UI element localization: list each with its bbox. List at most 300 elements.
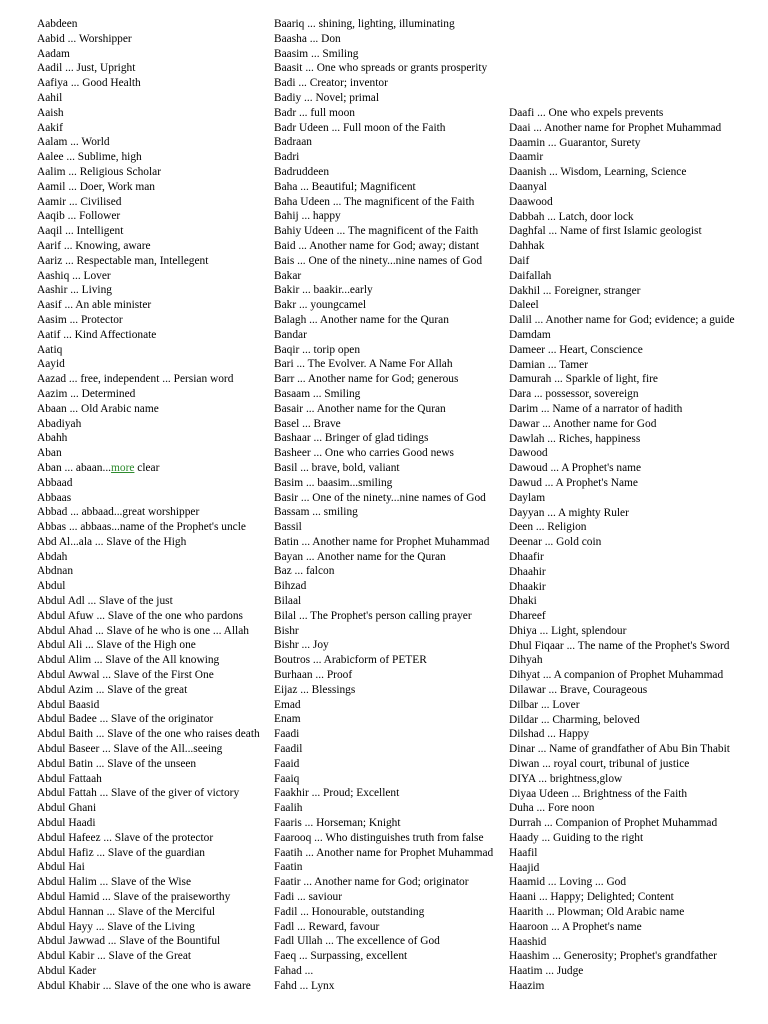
name-entry [274,269,493,284]
name-entry-text: Durrah ... Companion of Prophet Muhammad [509,817,718,830]
name-entry-text: Badr ... full moon [274,106,355,119]
name-entry-text: Haazim [509,980,545,993]
name-entry-text: Baz ... falcon [274,565,335,578]
name-entry [509,491,735,506]
name-entry [274,505,493,520]
name-entry-text: Aban [37,447,62,460]
name-entry-text: Dilbar ... Lover [509,698,580,711]
name-entry [274,17,493,32]
name-entry [509,580,735,595]
name-entry-text: Aatif ... Kind Affectionate [37,328,157,341]
name-entry-text: Badri [274,151,300,164]
name-entry-text: Boutros ... Arabicform of PETER [274,654,427,667]
name-entry [37,209,260,224]
name-entry [37,91,260,106]
name-entry [509,269,735,284]
name-entry-text: Aarif ... Knowing, aware [37,239,151,252]
more-link-suffix: clear [134,461,160,474]
name-entry [37,890,260,905]
name-entry [274,135,493,150]
name-entry [37,683,260,698]
name-entry [37,195,260,210]
name-entry [274,224,493,239]
name-entry [37,17,260,32]
name-entry-text: Abdul Fattah ... Slave of the giver of victory [37,787,240,800]
name-entry [37,76,260,91]
name-entry [274,91,493,106]
name-entry-text: Baasim ... Smiling [274,47,359,60]
name-entry [274,106,493,121]
name-entry-text: Daifallah [509,269,552,282]
name-entry [274,698,493,713]
name-entry-text: Aazad ... free, independent ... Persian word [37,373,234,386]
name-entry [509,935,735,950]
name-entry [37,668,260,683]
name-entry [37,224,260,239]
name-entry-text: Aalam ... World [37,136,110,149]
name-entry [509,757,735,772]
name-entry-text: Faadi [274,728,300,741]
name-entry-text: Abdul Kader [37,965,97,977]
name-entry-text: Faatih ... Another name for Prophet Muhammad [274,846,494,859]
name-entry-text: Baasha ... Don [274,32,341,45]
name-entry-text: Eijaz ... Blessings [274,683,356,696]
name-entry [509,358,735,373]
name-entry [509,801,735,816]
name-entry-text: Daylam [509,491,546,504]
name-entry-text: Aasif ... An able minister [37,299,152,312]
name-entry [274,816,493,831]
name-entry [509,417,735,432]
name-entry-text: Basir ... One of the ninety...nine names of God [274,491,486,504]
name-entry-text: Dawud ... A Prophet's Name [509,476,638,489]
name-entry [509,343,735,358]
name-entry [509,313,735,328]
name-entry-text: Damdam [509,328,551,341]
name-entry-text: Deenar ... Gold coin [509,536,602,549]
name-entry [274,461,493,476]
name-entry-text: Aalim ... Religious Scholar [37,165,162,178]
name-entry [274,372,493,387]
name-entry-text: Fadil ... Honourable, outstanding [274,905,425,918]
name-entry-text: Abdah [37,550,68,563]
name-entry-text: Abadiyah [37,417,82,430]
name-entry [274,846,493,861]
name-entry-text: Abdul Kabir ... Slave of the Great [37,950,192,963]
name-entry [37,491,260,506]
name-entry-text: Dihyah [509,654,543,667]
name-entry [37,920,260,935]
name-entry-text: Dabbah ... Latch, door lock [509,210,634,223]
name-entry-text: Diyaa Udeen ... Brightness of the Faith [509,787,688,800]
name-entry [274,727,493,742]
name-entry [37,298,260,313]
name-entry [37,846,260,861]
name-entry [274,875,493,890]
name-entry-text: Badraan [274,136,312,149]
name-entry-text: Bayan ... Another name for the Quran [274,550,446,563]
name-entry-text: Abdul Awwal ... Slave of the First One [37,669,214,682]
name-entry-text: Dhiya ... Light, splendour [509,624,627,637]
name-entry [37,727,260,742]
name-entry [274,934,493,949]
name-entry [37,742,260,757]
name-entry-text: Dhaahir [509,565,546,578]
name-entry-text: Dhaafir [509,550,544,563]
name-entry-text: Haafil [509,846,538,859]
name-entry-text: Abdul Halim ... Slave of the Wise [37,876,192,889]
name-entry-text: Daanish ... Wisdom, Learning, Science [509,166,687,179]
name-entry [37,786,260,801]
name-entry [509,432,735,447]
name-entry [274,920,493,935]
name-entry [509,698,735,713]
name-entry-text: Dawood [509,447,548,460]
name-entry-text: Aaish [37,106,64,119]
name-entry-text: Haady ... Guiding to the right [509,832,644,845]
name-entry [509,979,735,994]
name-entry-text: Haaroon ... A Prophet's name [509,920,642,933]
name-entry [274,624,493,639]
name-entry-text: Bassam ... smiling [274,506,358,519]
name-entry [274,757,493,772]
name-entry-text: Emad [274,698,301,711]
name-entry-text: Abdul Jawwad ... Slave of the Bountiful [37,935,221,948]
name-entry [509,639,735,654]
name-entry [37,461,260,476]
name-entry-text: Faaris ... Horseman; Knight [274,817,401,830]
name-entry-text: Aamil ... Doer, Work man [37,180,155,193]
name-entry [509,920,735,935]
name-entry-text: Aadil ... Just, Upright [37,62,136,75]
name-entry-text: Abdul Fattaah [37,772,102,785]
name-entry [274,949,493,964]
name-entry-text: Bahij ... happy [274,210,341,223]
name-entry-text: Abdul Hai [37,861,85,874]
name-entry-text: Dahhak [509,240,545,253]
name-entry [37,32,260,47]
name-entry [509,713,735,728]
name-entry-text: Abbaas [37,491,72,504]
name-entry [274,180,493,195]
name-entry [274,964,493,979]
name-entry-text: Bais ... One of the ninety...nine names of God [274,254,483,267]
name-entry-text: Abdul Baseer ... Slave of the All...seeing [37,743,223,756]
name-entry-text: Abdul Azim ... Slave of the great [37,683,188,696]
names-column-1 [37,17,260,994]
more-link[interactable]: more [111,461,135,474]
name-entry-text: Bakar [274,269,302,282]
name-entry-text: Bahiy Udeen ... The magnificent of the Faith [274,225,479,238]
name-entry [37,135,260,150]
name-entry [509,461,735,476]
name-entry [37,816,260,831]
name-entry [509,121,735,136]
name-entry-text: Daanyal [509,180,547,193]
name-entry-text: Faarooq ... Who distinguishes truth from false [274,831,484,844]
name-entry-text: Badi ... Creator; inventor [274,77,388,90]
name-entry [509,284,735,299]
name-entry-text: Darim ... Name of a narrator of hadith [509,402,683,415]
name-entry [274,402,493,417]
name-entry [37,269,260,284]
name-entry-text: Haatim ... Judge [509,965,584,978]
name-entry-text: Baha ... Beautiful; Magnificent [274,180,416,193]
name-entry [274,594,493,609]
name-entry-text: Haarith ... Plowman; Old Arabic name [509,906,685,919]
name-entry [37,387,260,402]
name-entry [509,861,735,876]
name-entry [37,609,260,624]
name-entry [37,905,260,920]
name-entry-text: Daai ... Another name for Prophet Muhammad [509,121,722,134]
name-entry [274,831,493,846]
name-entry-text: Abdul Hafeez ... Slave of the protector [37,831,214,844]
name-entry [274,772,493,787]
name-entry-text: Daamin ... Guarantor, Surety [509,136,641,149]
name-entry [274,254,493,269]
name-entry [37,313,260,328]
name-entry-text: Aariz ... Respectable man, Intellegent [37,254,209,267]
name-entry [509,387,735,402]
name-entry [509,195,735,210]
name-entry [509,831,735,846]
name-entry [37,402,260,417]
name-entry [37,150,260,165]
name-entry-text: Dawlah ... Riches, happiness [509,432,641,445]
name-entry-text: Abdul Hafiz ... Slave of the guardian [37,846,205,859]
name-entry [274,209,493,224]
name-entry-text: Abdul Khabir ... Slave of the one who is aware [37,979,251,992]
name-entry [37,372,260,387]
name-entry [37,964,260,979]
name-entry [509,727,735,742]
name-entry-text: Aalee ... Sublime, high [37,151,142,164]
name-entry [37,165,260,180]
name-entry [274,491,493,506]
name-entry-text: Dakhil ... Foreigner, stranger [509,284,641,297]
name-entry [37,446,260,461]
name-entry-text: Aafiya ... Good Health [37,77,141,90]
name-entry-text: Abdul Alim ... Slave of the All knowing [37,654,220,667]
name-entry-text: Abdul [37,580,66,593]
name-entry-text: Dildar ... Charming, beloved [509,713,640,726]
name-entry-text: Fadi ... saviour [274,891,343,904]
name-entry [509,816,735,831]
name-entry [509,446,735,461]
name-entry-text: Dara ... possessor, sovereign [509,388,639,401]
name-entry-text: Abbas ... abbaas...name of the Prophet's uncle [37,521,246,534]
name-entry [274,446,493,461]
name-entry [274,979,493,994]
name-entry [37,283,260,298]
name-entry-text: Faatin [274,861,303,874]
name-entry-text: Bassil [274,521,302,534]
name-entry [509,476,735,491]
name-entry-text: Bishr ... Joy [274,639,329,652]
name-entry [509,787,735,802]
name-entry [274,417,493,432]
name-entry [37,417,260,432]
name-entry [509,328,735,343]
name-entry [509,254,735,269]
name-entry-text: Daghfal ... Name of first Islamic geologist [509,225,702,238]
name-entry [274,905,493,920]
name-entry [509,506,735,521]
name-entry [274,32,493,47]
name-entry-text: Haajid [509,861,540,874]
name-entry-text: Dameer ... Heart, Conscience [509,343,643,356]
name-entry-text: Bakr ... youngcamel [274,299,367,312]
name-entry-text: Abbaad [37,476,73,489]
name-entry [274,890,493,905]
name-entry-text: Aaqib ... Follower [37,210,121,223]
name-entry [274,668,493,683]
name-entry [509,875,735,890]
name-entry-text: Badruddeen [274,165,330,178]
name-entry-text: Aasim ... Protector [37,313,123,326]
name-entry-text: Badiy ... Novel; primal [274,91,380,104]
name-entry-text: Duha ... Fore noon [509,802,595,815]
name-entry-text: Daif [509,254,530,267]
name-entry [274,742,493,757]
name-entry-text: Diwan ... royal court, tribunal of justice [509,758,690,771]
name-entry [509,165,735,180]
name-entry-text: Badr Udeen ... Full moon of the Faith [274,121,446,134]
name-entry-text: Aayid [37,358,65,371]
name-entry-text: Abdul Afuw ... Slave of the one who pardons [37,609,243,622]
name-entry-text: Daawood [509,195,553,208]
name-entry [509,372,735,387]
name-entry-text: Abdul Hannan ... Slave of the Merciful [37,905,216,918]
name-entry [37,875,260,890]
name-entry-text: Baid ... Another name for God; away; distant [274,239,479,252]
name-entry-text: Faaiq [274,772,300,785]
name-entry [37,106,260,121]
name-entry [509,550,735,565]
name-entry [509,964,735,979]
name-entry [509,224,735,239]
name-entry [509,949,735,964]
name-entry-text: Abdul Baith ... Slave of the one who raises death [37,728,260,741]
name-entry [37,239,260,254]
name-entry [274,328,493,343]
name-entry [37,180,260,195]
names-column-3 [509,106,735,994]
name-entry-text: Batin ... Another name for Prophet Muhammad [274,535,490,548]
name-entry [509,402,735,417]
name-entry-text: Bishr [274,624,299,637]
name-entry [509,535,735,550]
name-entry-text: Dayyan ... A mighty Ruler [509,506,629,519]
name-entry-text: DIYA ... brightness,glow [509,772,623,785]
name-entry [37,579,260,594]
name-entry-text: Fadl ... Reward, favour [274,920,380,933]
name-entry-text: Abdul Ali ... Slave of the High one [37,639,196,652]
name-entry-text: Basair ... Another name for the Quran [274,402,446,415]
name-entry-text: Faakhir ... Proud; Excellent [274,787,400,800]
name-entry [37,357,260,372]
names-column-2 [274,17,493,994]
name-entry [274,61,493,76]
name-entry [37,712,260,727]
name-entry [274,76,493,91]
name-entry-text: Aabid ... Worshipper [37,32,132,45]
name-entry [274,550,493,565]
name-entry [274,535,493,550]
name-entry [509,905,735,920]
name-entry-text: Basaam ... Smiling [274,387,361,400]
name-entry-text: Abd Al...ala ... Slave of the High [37,535,187,548]
name-entry [509,653,735,668]
name-entry [37,550,260,565]
name-entry-text: Faeq ... Surpassing, excellent [274,950,408,963]
name-entry-text: Enam [274,713,301,726]
name-entry-text: Aadam [37,47,70,60]
name-entry [37,594,260,609]
name-entry-text: Balagh ... Another name for the Quran [274,313,449,326]
name-entry [274,683,493,698]
name-entry-text: Damian ... Tamer [509,358,589,371]
name-entry [274,47,493,62]
name-entry [37,638,260,653]
name-entry-text: Daleel [509,299,539,312]
name-entry-text: Abdnan [37,565,74,578]
name-entry [274,357,493,372]
name-entry [509,683,735,698]
name-entry [37,505,260,520]
name-entry-text: Faadil [274,743,303,756]
name-entry-text: Dilshad ... Happy [509,728,590,741]
name-entry-text: Abdul Batin ... Slave of the unseen [37,757,197,770]
name-entry-text: Basil ... brave, bold, valiant [274,461,400,474]
name-entry [509,609,735,624]
name-entry-text: Haashid [509,935,547,948]
name-entry [274,283,493,298]
name-entry-text: Abdul Hayy ... Slave of the Living [37,920,195,933]
name-entry [37,653,260,668]
name-entry-text: Dhareef [509,610,546,623]
name-entry-text: Basel ... Brave [274,417,341,430]
name-entry-text: Basheer ... One who carries Good news [274,447,454,460]
name-entry-text: Abdul Baasid [37,698,100,711]
name-entry [37,564,260,579]
name-entry-text: Deen ... Religion [509,521,587,534]
name-entry [37,801,260,816]
name-entry-text: Damurah ... Sparkle of light, fire [509,373,658,386]
name-entry-text: Daamir [509,151,544,164]
name-entry-text: Baqir ... torip open [274,343,361,356]
name-entry [274,520,493,535]
name-entry-text: Abdul Hamid ... Slave of the praiseworthy [37,891,231,904]
name-entry-text: Fahd ... Lynx [274,979,335,992]
name-entry [37,831,260,846]
name-entry [37,47,260,62]
name-entry [509,890,735,905]
name-entry-text: Haamid ... Loving ... God [509,876,627,889]
name-entry-text: Haashim ... Generosity; Prophet's grandfather [509,950,717,963]
name-entry-text: Fahad ... [274,965,314,977]
name-entry [274,860,493,875]
name-entry-text: Bandar [274,328,307,341]
name-entry [37,757,260,772]
name-entry [509,624,735,639]
name-entry-text: Abaan ... Old Arabic name [37,402,159,415]
name-entry-text: Baariq ... shining, lighting, illuminating [274,18,455,30]
name-entry-text: Dalil ... Another name for God; evidence; a guide [509,314,735,327]
name-entry [274,801,493,816]
name-entry-text: Aashir ... Living [37,284,112,297]
